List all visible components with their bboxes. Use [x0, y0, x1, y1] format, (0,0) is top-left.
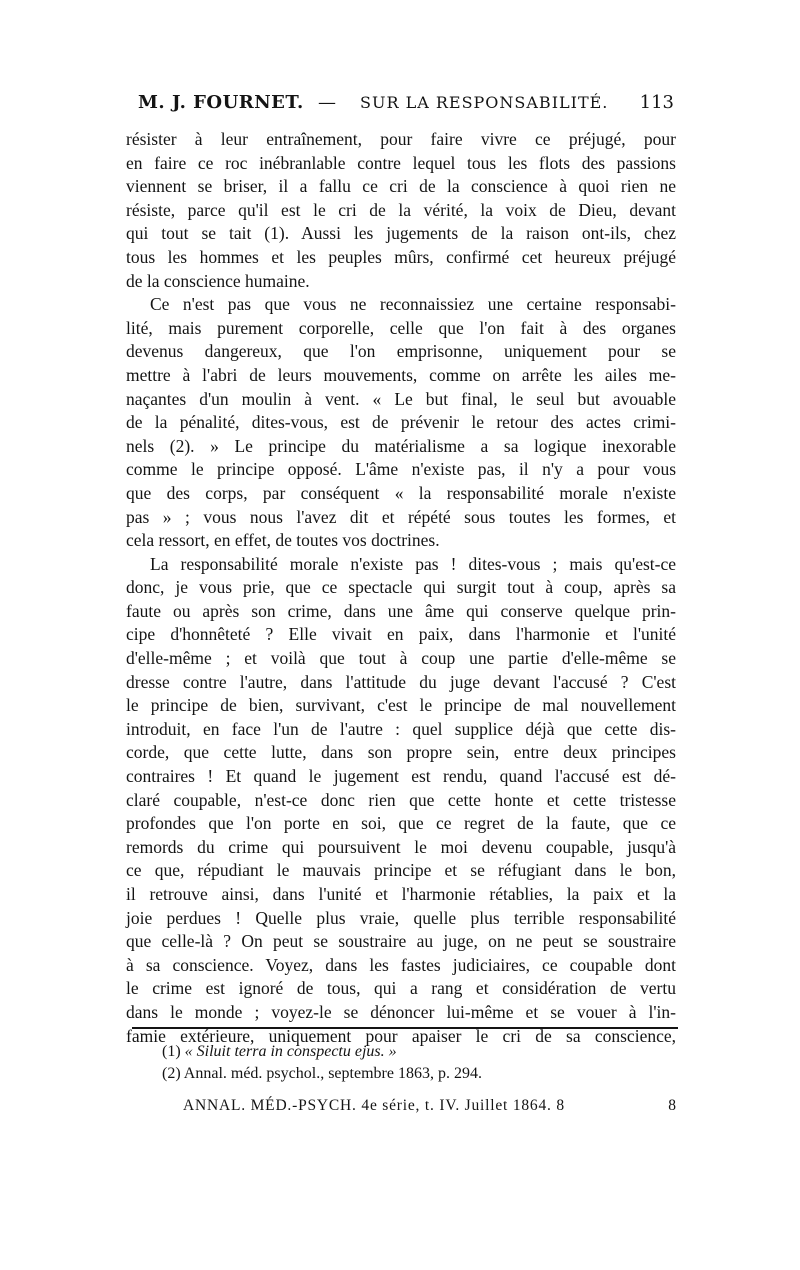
text-line: cela ressort, en effet, de toutes vos doctrines.: [126, 530, 440, 551]
text-line: joie perdues ! Quelle plus vraie, quelle plus terrible responsabilité: [126, 907, 676, 928]
text-line: corde, que cette lutte, dans son propre sein, entre deux principes: [126, 742, 676, 763]
text-line: ce que, répudiant le mauvais principe et se réfugiant dans le bon,: [126, 860, 676, 881]
text-line: en faire ce roc inébranlable contre lequel tous les flots des passions: [126, 152, 676, 173]
text-line: cipe d'honnêteté ? Elle vivait en paix, dans l'harmonie et l'unité: [126, 624, 676, 645]
text-line: d'elle-même ; et voilà que tout à coup une partie d'elle-même se: [126, 648, 676, 669]
text-line: que des corps, par conséquent « la responsabilité morale n'existe: [126, 482, 676, 503]
text-line: il retrouve ainsi, dans l'unité et l'harmonie rétablies, la paix et la: [126, 884, 676, 904]
text-line: dans le monde ; voyez-le se dénoncer lui-même et se vouer à l'in-: [126, 1001, 676, 1022]
text-line: introduit, en face l'un de l'autre : quel supplice déjà que cette dis-: [126, 718, 676, 739]
text-line: devenus dangereux, que l'on emprisonne, uniquement pour se: [126, 341, 676, 362]
page-number: 113: [639, 92, 674, 113]
printer-signature: [183, 1094, 676, 1118]
text-line: de la pénalité, dites-vous, est de prévenir le retour des actes crimi-: [126, 412, 676, 433]
text-line: pas » ; vous nous l'avez dit et répété sous toutes les formes, et: [126, 506, 676, 527]
text-line: remords du crime qui poursuivent le moi devenu coupable, jusqu'à: [126, 836, 676, 857]
running-head-author: M. J. FOURNET.: [138, 92, 304, 113]
text-line: profondes que l'on porte en soi, que ce regret de la faute, que ce: [126, 813, 676, 834]
text-line: Ce n'est pas que vous ne reconnaissiez une certaine responsabi-: [150, 294, 676, 315]
footnote-text: Annal. méd. psychol., septembre 1863, p. 294.: [183, 1065, 482, 1082]
text-line: comme le principe opposé. L'âme n'existe pas, il n'y a pour vous: [126, 459, 676, 480]
text-line: faute ou après son crime, dans une âme qui conserve quelque prin-: [126, 600, 676, 621]
text-line: tous les hommes et les peuples mûrs, confirmé cet heureux préjugé: [126, 246, 676, 267]
footnotes: [162, 1041, 662, 1085]
text-line: mettre à l'abri de leurs mouvements, comme on arrête les ailes me-: [126, 364, 676, 385]
text-line: nels (2). » Le principe du matérialisme a sa logique inexorable: [126, 435, 676, 456]
text-line: résister à leur entraînement, pour faire vivre ce préjugé, pour: [126, 129, 676, 149]
text-line: contraires ! Et quand le jugement est rendu, quand l'accusé est dé-: [126, 766, 676, 787]
sheet-number: 8: [668, 1097, 676, 1114]
footnote-mark: (2): [162, 1065, 181, 1082]
running-head-title: SUR LA RESPONSABILITÉ.: [360, 93, 609, 112]
text-line: à sa conscience. Voyez, dans les fastes judiciaires, ce coupable dont: [126, 954, 676, 975]
footnote-2: [162, 1063, 662, 1085]
text-line: naçantes d'un moulin à vent. « Le but final, le seul but avouable: [126, 388, 676, 409]
text-line: le crime est ignoré de tous, qui a rang et considération de vertu: [126, 978, 676, 999]
text-line: le principe de bien, survivant, c'est le principe de mal nouvellement: [126, 695, 676, 716]
text-line: lité, mais purement corporelle, celle que l'on fait à des organes: [126, 317, 676, 338]
text-line: donc, je vous prie, que ce spectacle qui surgit tout à coup, après sa: [126, 577, 676, 598]
text-line: dresse contre l'autre, dans l'attitude du juge devant l'accusé ? C'est: [126, 671, 676, 692]
signature-text: ANNAL. MÉD.-PSYCH. 4e série, t. IV. Juillet 1864. 8: [183, 1097, 565, 1114]
footnote-1: [162, 1041, 662, 1063]
body-text: [126, 128, 676, 1048]
text-line: résiste, parce qu'il est le cri de la vérité, la voix de Dieu, devant: [126, 199, 676, 220]
running-head: [138, 90, 674, 116]
running-head-dash: —: [318, 92, 336, 113]
text-line: qui tout se tait (1). Aussi les jugements de la raison ont-ils, chez: [126, 223, 676, 244]
footnote-divider: [132, 1027, 678, 1029]
text-line: claré coupable, n'est-ce donc rien que cette honte et cette tristesse: [126, 789, 676, 810]
text-line: que celle-là ? On peut se soustraire au juge, on ne peut se soustraire: [126, 931, 676, 952]
text-line: viennent se briser, il a fallu ce cri de la conscience à quoi rien ne: [126, 176, 676, 197]
footnote-text: « Siluit terra in conspectu ejus. »: [184, 1043, 397, 1060]
text-line: de la conscience humaine.: [126, 270, 310, 291]
text-line: La responsabilité morale n'existe pas ! dites-vous ; mais qu'est-ce: [150, 553, 676, 574]
text-line: famie extérieure, uniquement pour apaiser le cri de sa conscience,: [126, 1025, 676, 1046]
footnote-mark: (1): [162, 1043, 181, 1060]
